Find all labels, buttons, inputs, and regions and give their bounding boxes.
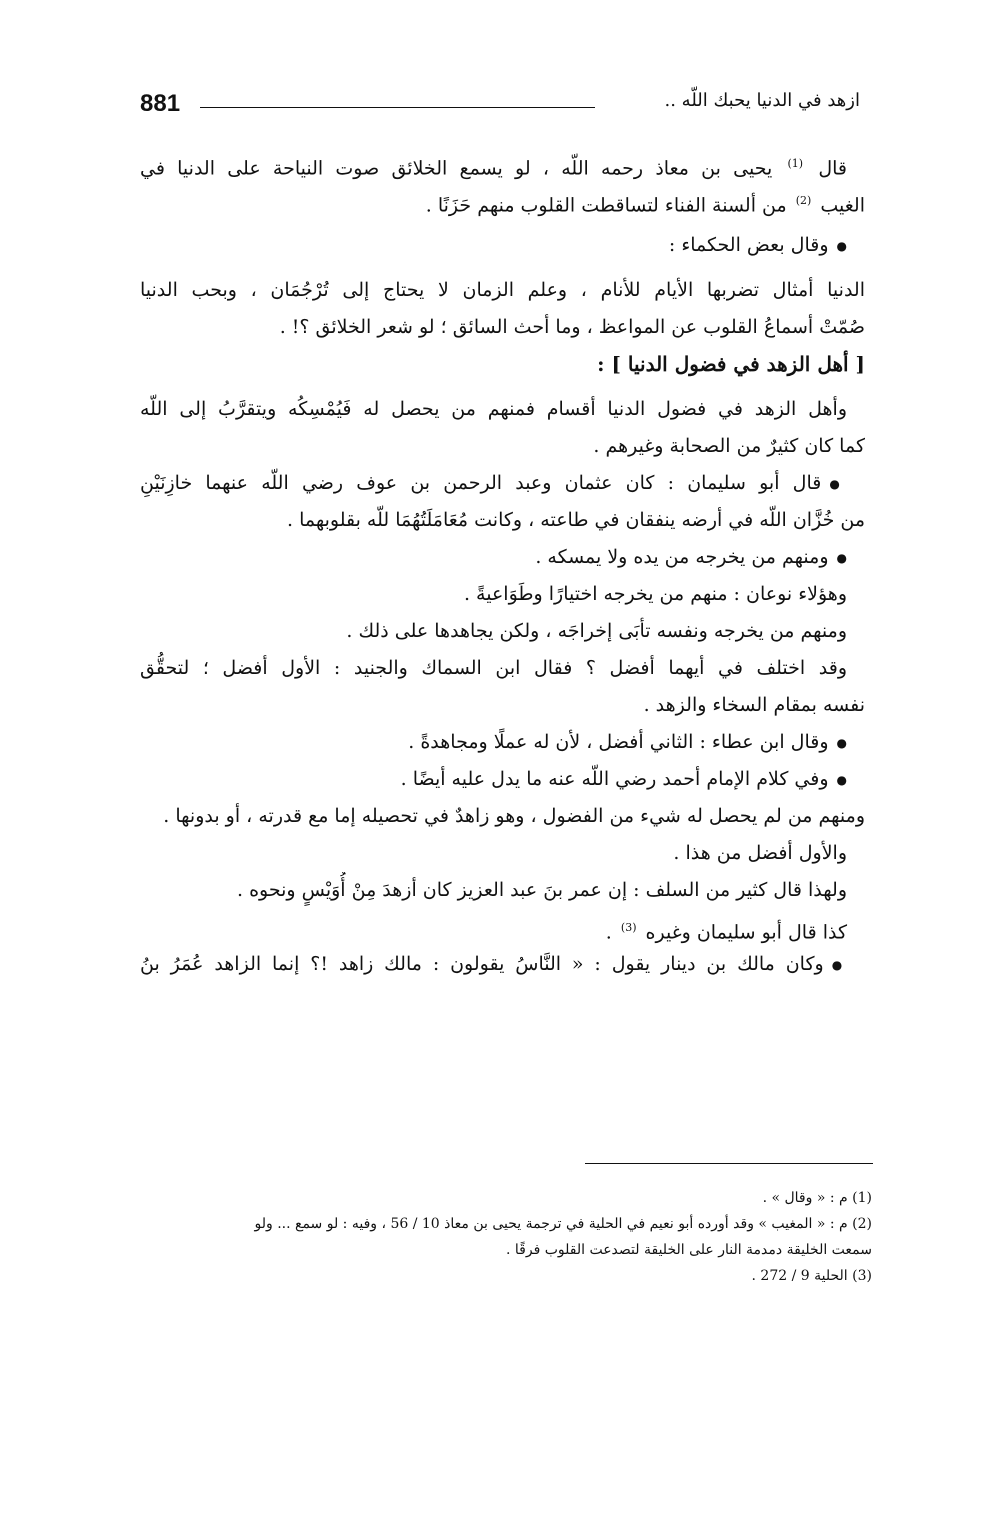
text-line: كما كان كثيرٌ من الصحابة وغيرهم .: [593, 435, 865, 457]
text-line: [140, 761, 865, 798]
footnote: (2) م : « المغيب » وقد أورده أبو نعيم في الحلية في ترجمة يحيى بن معاذ 10 / 56 ، وفيه : لو سمع ... ولو: [254, 1216, 872, 1232]
footnote-ref: (2): [795, 194, 812, 207]
text-line: ولهذا قال كثير من السلف : إن عمر بنَ عبد العزيز كان أزهدَ مِنْ أُوَيْسٍ ونحوه .: [237, 879, 847, 901]
footnote-ref: (3): [620, 921, 637, 934]
text-line: [140, 227, 865, 264]
text-line: ومنهم من يخرجه ونفسه تأبَى إخراجَه ، ولكن يجاهدها على ذلك .: [346, 620, 847, 642]
bullet-item: ● قال أبو سليمان : كان عثمان وعبد الرحمن بن عوف رضي اللّه عنهما خازِنَيْنِ: [140, 472, 847, 494]
text-line: من خُزَّان اللّه في أرضه ينفقان في طاعته ، وكانت مُعَامَلَتُهُمَا للّه بقلوبهما .: [286, 509, 865, 531]
text-line: [140, 145, 865, 182]
text-line: والأول أفضل من هذا .: [673, 842, 847, 864]
footnote-ref: (1): [787, 157, 804, 170]
section-heading: [ أهل الزهد في فضول الدنيا ] :: [597, 352, 865, 376]
text-fragment: .: [605, 921, 612, 944]
footnote-continuation: سمعت الخليقة دمدمة النار على الخليقة لتصدعت القلوب فرقًا .: [506, 1242, 872, 1258]
text-line: وقد اختلف في أيهما أفضل ؟ فقال ابن السماك والجنيد : الأول أفضل ؛ لتحقُّق: [140, 657, 847, 679]
text-line: [140, 465, 865, 502]
text-line: [140, 724, 865, 761]
text-line: وهؤلاء نوعان : منهم من يخرجه اختيارًا وطَوَاعيةً .: [463, 583, 847, 605]
bullet-item: ● وكان مالك بن دينار يقول : « النَّاسُ يقولون : مالك زاهد !؟ إنما الزاهد عُمَرُ بنُ: [140, 953, 847, 975]
text-line: وأهل الزهد في فضول الدنيا أقسام فمنهم من يحصل له فَيُمْسِكُه ويتقرَّبُ إلى اللّه: [140, 398, 847, 420]
page-header: [140, 90, 860, 130]
running-title: ازهد في الدنيا يحبك اللّه ..: [664, 90, 860, 111]
text-fragment: الغيب: [820, 194, 865, 217]
bullet-item: ● وقال بعض الحكماء :: [669, 234, 847, 256]
text-line: صُمّتْ أسماعُ القلوب عن المواعظ ، وما أحث السائق ؛ لو شعر الخلائق ؟! .: [279, 316, 865, 338]
text-fragment: قال: [818, 157, 847, 180]
footnote: (1) م : « وقال » .: [762, 1190, 872, 1206]
text-line: [140, 182, 865, 219]
main-text: [140, 145, 865, 983]
bullet-item: ● وفي كلام الإمام أحمد رضي اللّه عنه ما يدل عليه أيضًا .: [401, 768, 847, 790]
text-line: [140, 946, 865, 983]
page-number: 881: [140, 90, 181, 117]
bullet-item: ● وقال ابن عطاء : الثاني أفضل ، لأن له عملًا ومجاهدةً .: [408, 731, 847, 753]
text-line: [140, 909, 865, 946]
footnote: (3) الحلية 9 / 272 .: [751, 1268, 872, 1284]
text-fragment: يحيى بن معاذ رحمه اللّه ، لو يسمع الخلائق صوت النياحة على الدنيا في: [140, 157, 773, 180]
text-line: ومنهم من لم يحصل له شيء من الفضول ، وهو زاهدٌ في تحصيله إما مع قدرته ، أو بدونها .: [163, 805, 865, 827]
footnotes: [140, 1185, 872, 1289]
text-fragment: من ألسنة الفناء لتساقطت القلوب منهم حَزَنًا .: [425, 194, 787, 217]
header-rule: [200, 107, 595, 108]
footnote-separator: [585, 1163, 873, 1164]
bullet-item: ● ومنهم من يخرجه من يده ولا يمسكه .: [535, 546, 847, 568]
text-line: الدنيا أمثال تضربها الأيام للأنام ، وعلم الزمان لا يحتاج إلى تُرْجُمَان ، وبحب الدنيا: [140, 279, 865, 301]
text-line: [140, 539, 865, 576]
text-line: نفسه بمقام السخاء والزهد .: [643, 694, 865, 716]
text-fragment: كذا قال أبو سليمان وغيره: [645, 921, 847, 944]
